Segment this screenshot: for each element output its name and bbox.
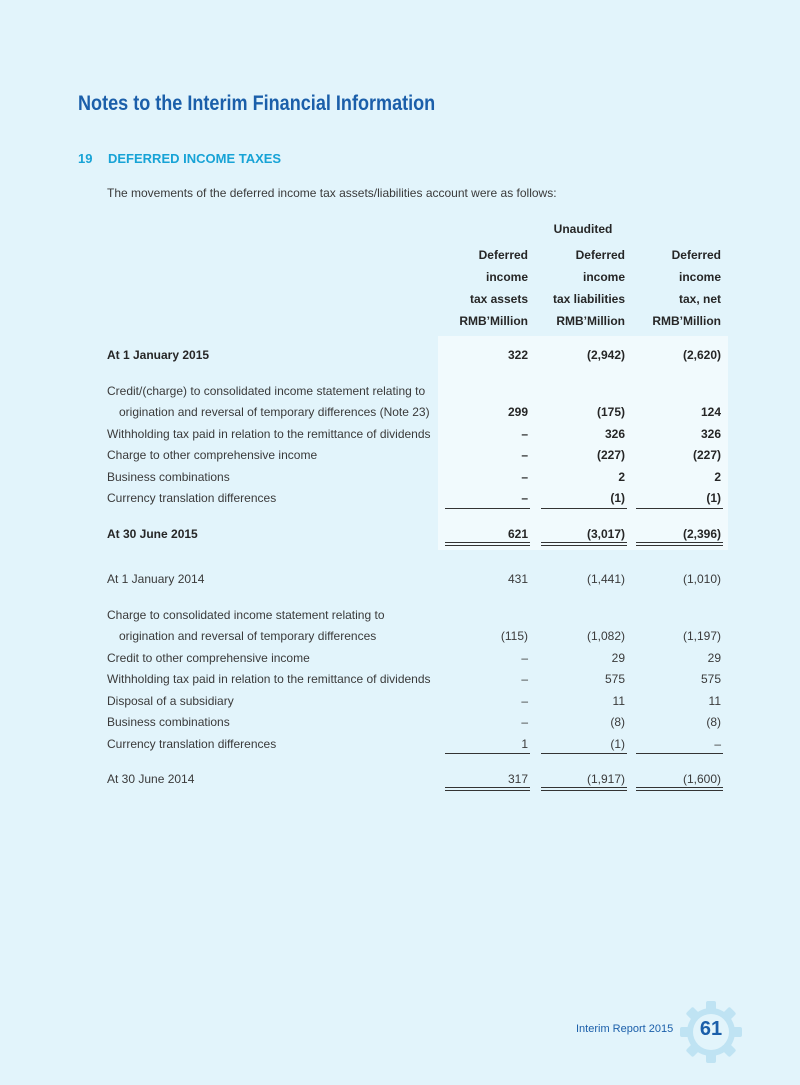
table-row-label: Credit/(charge) to consolidated income statement relating to	[107, 384, 426, 398]
table-cell: –	[521, 715, 528, 729]
subtotal-rule	[541, 508, 627, 509]
table-cell: 2	[618, 470, 625, 484]
table-cell: 299	[507, 405, 528, 419]
table-cell: 326	[604, 427, 625, 441]
group-header: Unaudited	[553, 222, 613, 236]
column-header: RMB’Million	[652, 314, 721, 328]
table-cell: (1)	[706, 491, 721, 505]
section-number: 19	[78, 151, 93, 166]
subtotal-rule	[445, 753, 530, 754]
table-cell: (227)	[692, 448, 721, 462]
column-header: Deferred	[478, 248, 528, 262]
table-cell: 29	[707, 651, 721, 665]
table-cell: (1,917)	[586, 772, 625, 786]
double-rule-top	[445, 542, 530, 543]
table-row-label: Charge to other comprehensive income	[107, 448, 318, 462]
table-cell: 322	[507, 348, 528, 362]
table-cell: –	[521, 448, 528, 462]
table-cell: (1)	[610, 737, 625, 751]
table-cell: (3,017)	[586, 527, 625, 541]
column-header: tax liabilities	[552, 292, 625, 306]
table-cell: (1,197)	[682, 629, 721, 643]
double-rule-bottom	[636, 790, 723, 791]
table-cell: (8)	[706, 715, 721, 729]
table-cell: (2,942)	[586, 348, 625, 362]
table-cell: (1,010)	[682, 572, 721, 586]
double-rule-bottom	[636, 545, 723, 546]
table-cell: 11	[612, 694, 625, 708]
table-cell: –	[521, 694, 528, 708]
table-cell: 11	[708, 694, 721, 708]
table-row-label: Disposal of a subsidiary	[107, 694, 234, 708]
double-rule-bottom	[541, 545, 627, 546]
column-header: tax, net	[678, 292, 721, 306]
double-rule-top	[541, 542, 627, 543]
table-row-label: At 1 January 2014	[107, 572, 205, 586]
double-rule-bottom	[541, 790, 627, 791]
table-cell: 621	[507, 527, 528, 541]
table-cell: (8)	[610, 715, 625, 729]
table-cell: (115)	[500, 629, 528, 643]
subtotal-rule	[636, 508, 723, 509]
column-header: RMB’Million	[459, 314, 528, 328]
table-cell: 575	[700, 672, 721, 686]
table-cell: (2,396)	[682, 527, 721, 541]
table-row-label: Currency translation differences	[107, 737, 277, 751]
double-rule-bottom	[445, 790, 530, 791]
table-row-label: Withholding tax paid in relation to the remittance of dividends	[107, 427, 431, 441]
table-row-label: At 30 June 2014	[107, 772, 195, 786]
table-row-label: Charge to consolidated income statement relating to	[107, 608, 385, 622]
column-header: income	[582, 270, 625, 284]
table-row-label: Business combinations	[107, 715, 230, 729]
table-cell: (227)	[596, 448, 625, 462]
table-cell: 29	[611, 651, 625, 665]
double-rule-top	[636, 542, 723, 543]
column-header: tax assets	[469, 292, 528, 306]
column-header: Deferred	[671, 248, 721, 262]
table-row-label: origination and reversal of temporary differences (Note 23)	[119, 405, 430, 419]
table-cell: (1)	[610, 491, 625, 505]
table-cell: 431	[507, 572, 528, 586]
table-cell: (1,600)	[682, 772, 721, 786]
table-cell: 124	[700, 405, 721, 419]
column-header: income	[678, 270, 721, 284]
table-cell: 2	[714, 470, 721, 484]
table-cell: (2,620)	[682, 348, 721, 362]
table-cell: 1	[521, 737, 528, 751]
table-row-label: Credit to other comprehensive income	[107, 651, 310, 665]
column-header: income	[485, 270, 528, 284]
subtotal-rule	[445, 508, 530, 509]
subtotal-rule	[636, 753, 723, 754]
table-cell: 326	[700, 427, 721, 441]
table-cell: –	[521, 427, 528, 441]
footer-label: Interim Report 2015	[576, 1023, 674, 1035]
intro-text: The movements of the deferred income tax assets/liabilities account were as follows:	[107, 186, 557, 200]
table-cell: –	[714, 737, 721, 751]
table-cell: –	[521, 491, 528, 505]
double-rule-top	[541, 787, 627, 788]
table-cell: 317	[507, 772, 528, 786]
page-number: 61	[699, 1018, 723, 1040]
table-row-label: At 30 June 2015	[107, 527, 198, 541]
double-rule-bottom	[445, 545, 530, 546]
subtotal-rule	[541, 753, 627, 754]
table-cell: (1,441)	[586, 572, 625, 586]
column-header: Deferred	[575, 248, 625, 262]
page-title: Notes to the Interim Financial Information	[78, 92, 436, 115]
column-header: RMB’Million	[556, 314, 625, 328]
table-row-label: Withholding tax paid in relation to the remittance of dividends	[107, 672, 431, 686]
table-cell: (175)	[596, 405, 625, 419]
table-cell: –	[521, 672, 528, 686]
double-rule-top	[445, 787, 530, 788]
table-cell: 575	[604, 672, 625, 686]
section-title: DEFERRED INCOME TAXES	[108, 151, 282, 166]
current-period-highlight	[438, 336, 728, 550]
table-row-label: At 1 January 2015	[107, 348, 210, 362]
double-rule-top	[636, 787, 723, 788]
table-cell: –	[521, 470, 528, 484]
table-row-label: origination and reversal of temporary differences	[119, 629, 377, 643]
table-cell: –	[521, 651, 528, 665]
table-row-label: Currency translation differences	[107, 491, 277, 505]
table-cell: (1,082)	[586, 629, 625, 643]
table-row-label: Business combinations	[107, 470, 230, 484]
